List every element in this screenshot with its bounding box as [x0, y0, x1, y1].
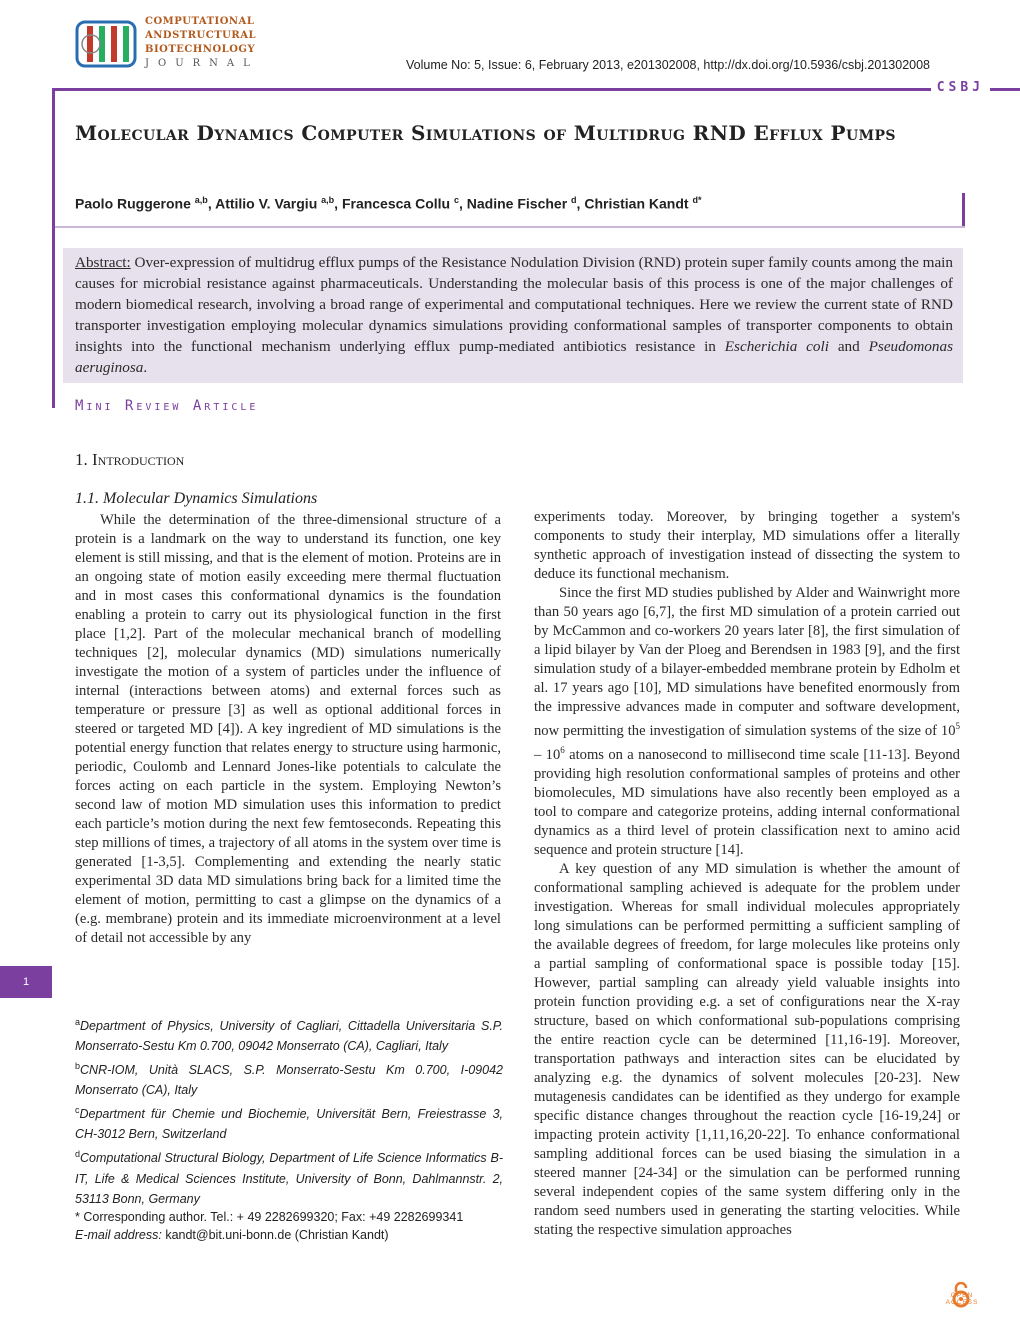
logo-line: ANDSTRUCTURAL [145, 30, 256, 41]
affiliation-text: Department für Chemie und Biochemie, Universität Bern, Freiestrasse 3, CH-3012 Bern, Switzerland [75, 1107, 503, 1142]
abstract [75, 252, 953, 378]
exponent: 5 [955, 721, 960, 731]
author-name: Paolo Ruggerone [75, 195, 191, 212]
subsection-heading: 1.1. Molecular Dynamics Simulations [75, 490, 318, 507]
page-number: 1 [0, 966, 52, 998]
contact-info [75, 1208, 505, 1244]
open-access-label: OPEN ACCESS [945, 1292, 979, 1306]
abstract-label: Abstract: [75, 254, 131, 271]
affiliation-mark: c [75, 1105, 80, 1116]
affiliation-mark: b [75, 1061, 81, 1072]
author-name: Attilio V. Vargiu [215, 195, 318, 212]
body-text: – 10 [534, 746, 561, 763]
logo-line: COMPUTATIONAL [145, 16, 255, 27]
logo-line: JOURNAL [145, 58, 259, 69]
abstract-text: . [143, 359, 148, 376]
affiliation-text: Computational Structural Biology, Department of Life Science Informatics B-IT, Life & Medical Sciences Institute, University of Bonn, Dahlmannstr. 2, 53113 Bonn, Germany [75, 1151, 503, 1206]
affiliation-text: Department of Physics, University of Cagliari, Cittadella Universitaria S.P. Monserrato-Sestu Km 0.700, 09042 Monserrato (CA), Cagliari, Italy [75, 1019, 503, 1054]
affiliation-text: CNR-IOM, Unità SLACS, S.P. Monserrato-Sestu Km 0.700, I-09042 Monserrato (CA), Italy [75, 1063, 503, 1098]
section-heading: 1. Introduction [75, 450, 185, 469]
author-divider [962, 193, 965, 227]
journal-logo [75, 16, 259, 76]
author-name: Francesca Collu [341, 195, 451, 212]
body-paragraph: A key question of any MD simulation is whether the amount of conformational sampling achieved is adequate for the problem under investigation. Whereas for small individual molecules appropriately long simulations can be performed permitting a sufficient sampling of the available degrees of freedom, for large molecules like proteins only a partial sampling of conformational space is possible today [15]. However, partial sampling can already yield valuable insights into protein function providing e.g. a set of configurations near the X-ray structure, based on which conformational sub-populations comprising the entire reaction cycle can be determined [11,16-19]. Moreover, transportation pathways and interaction sites can be elucidated by analyzing e.g. the dynamics of solvent molecules [20-23]. New mutagenesis candidates can be identified as they undergo for example specific distance changes throughout the reaction cycle [16-19,24] or impacting protein activity [1,11,16,20-22]. To enhance conformational sampling additional forces can be used biasing the simulation in a steered manner [24-34] or the simulation can be performed running several independent copies of the same system differing only in the random seed numbers used in generating the starting velocities. While stating the respective simulation approaches [534, 860, 960, 1238]
species-name: Escherichia coli [724, 338, 829, 355]
affiliation-item [75, 1144, 503, 1208]
author-list: Paolo Ruggerone $^{a,b}$, Attilio V. Vargiu $^{a,b}$, Francesca Collu $^c$, Nadine Fischer $^d$, Christian Kandt $^{d*}$ [75, 195, 702, 212]
left-column [75, 511, 501, 948]
author-affiliation: a,b [321, 195, 335, 205]
open-access-logo [922, 1282, 1002, 1310]
body-paragraph [534, 584, 960, 860]
left-divider [52, 88, 55, 408]
right-column [534, 508, 960, 1240]
body-text: Since the first MD studies published by Alder and Wainwright more than 50 years ago [6,7], the first MD simulation of a protein carried out by McCammon and co-workers 20 years later [8], the first simulation of a lipid bilayer by Van der Ploeg and Berendsen in 1983 [9], and the first simulation study of a bilayer-embedded membrane protein by Edholm et al. 17 years ago [10], MD simulations have benefited enormously from the impressive advances made in computer and software development, now permitting the investigation of simulation systems of the size of 10 [534, 585, 960, 739]
email-address[interactable]: kandt@bit.uni-bonn.de (Christian Kandt) [161, 1228, 389, 1242]
logo-line: BIOTECHNOLOGY [145, 44, 256, 55]
corresponding-author: * Corresponding author. Tel.: + 49 2282699320; Fax: +49 2282699341 [75, 1210, 464, 1224]
email-label: E-mail address: [75, 1228, 162, 1242]
affiliation-item [75, 1012, 503, 1056]
affiliation-mark: a [75, 1017, 81, 1027]
abstract-text: and [828, 338, 869, 355]
article-type: Mini Review Article [75, 398, 259, 414]
journal-tag: CSBJ [931, 80, 990, 95]
body-text: atoms on a nanosecond to millisecond time scale [11-13]. Beyond providing high resolution conformational samples of proteins and other biomolecules, MD simulations have also recently been employed as a tool to compare and categorize proteins, adding internal conformational dynamics as a third level of protein classification next to amino acid sequence and protein structure [14]. [534, 746, 960, 858]
species-name: Pseudomonas aeruginosa [75, 338, 953, 376]
author-affiliation: c [453, 195, 459, 205]
author-affiliation: d [571, 195, 577, 205]
header-divider [55, 88, 1020, 91]
affiliations [75, 1012, 503, 1209]
body-paragraph: While the determination of the three-dimensional structure of a protein is a landmark on the way to understand its function, one key element is still missing, and that is the element of motion. Proteins are in an ongoing state of motion easily exceeding mere thermal fluctuation and in most cases this conformational dynamics is the foundation enabling a protein to carry out its physiological function in the first place [1,2]. Part of the molecular mechanical branch of modelling techniques [2], molecular dynamics (MD) simulations numerically investigate the motion of a system of particles under the influence of internal (interactions between atoms) and external forces such as temperature or pressure [3] as well as optional additional forces in steered or targeted MD [4]). A key ingredient of MD simulations is the potential energy function that relates energy to structure using harmonic, periodic, Coulomb and Lennard Jones-like potentials to calculate the forces acting on each particle in the system. Employing Newton’s second law of motion MD simulation uses this information to predict each particle’s motion during the next few femtoseconds. Repeating this step millions of times, a trajectory of all atoms in the system over time is generated [1-3,5]. Complementing and extending the nearly static experimental 3D data MD simulations bring back for a limited time the element of motion, permitting to cast a glimpse on the dynamics of a (e.g. membrane) protein and its immediate microenvironment at a level of detail not accessible by any [75, 512, 501, 946]
abstract-text: Over-expression of multidrug efflux pumps of the Resistance Nodulation Division (RND) protein super family counts among the main causes for microbial resistance against pharmaceuticals. Understanding the molecular basis of this process is one of the major challenges of modern biomedical research, involving a broad range of experimental and computational techniques. Here we review the current state of RND transporter investigation employing molecular dynamics simulations providing conformational samples of transporter components to obtain insights into the functional mechanism underlying efflux pump-mediated antibiotics resistance in [75, 254, 953, 355]
author-affiliation: a,b [194, 195, 208, 205]
journal-logo-icon [75, 18, 137, 70]
article-title: Molecular Dynamics Computer Simulations of Multidrug RND Efflux Pumps [75, 121, 896, 145]
author-name: Nadine Fischer [466, 195, 568, 212]
exponent: 6 [560, 744, 565, 755]
affiliation-item [75, 1100, 503, 1144]
affiliation-mark: d [75, 1149, 81, 1160]
author-name: Christian Kandt [584, 195, 689, 212]
affiliation-item [75, 1056, 503, 1100]
email-line [75, 1226, 505, 1244]
citation-line: Volume No: 5, Issue: 6, February 2013, e201302008, http://dx.doi.org/10.5936/csbj.201302008 [406, 58, 930, 72]
body-paragraph: experiments today. Moreover, by bringing together a system's components to study their interplay, MD simulations offer a literally synthetic approach of investigation instead of dissecting the system to deduce its functional mechanism. [534, 509, 960, 582]
author-underline [55, 226, 965, 228]
author-affiliation: d* [692, 195, 702, 205]
